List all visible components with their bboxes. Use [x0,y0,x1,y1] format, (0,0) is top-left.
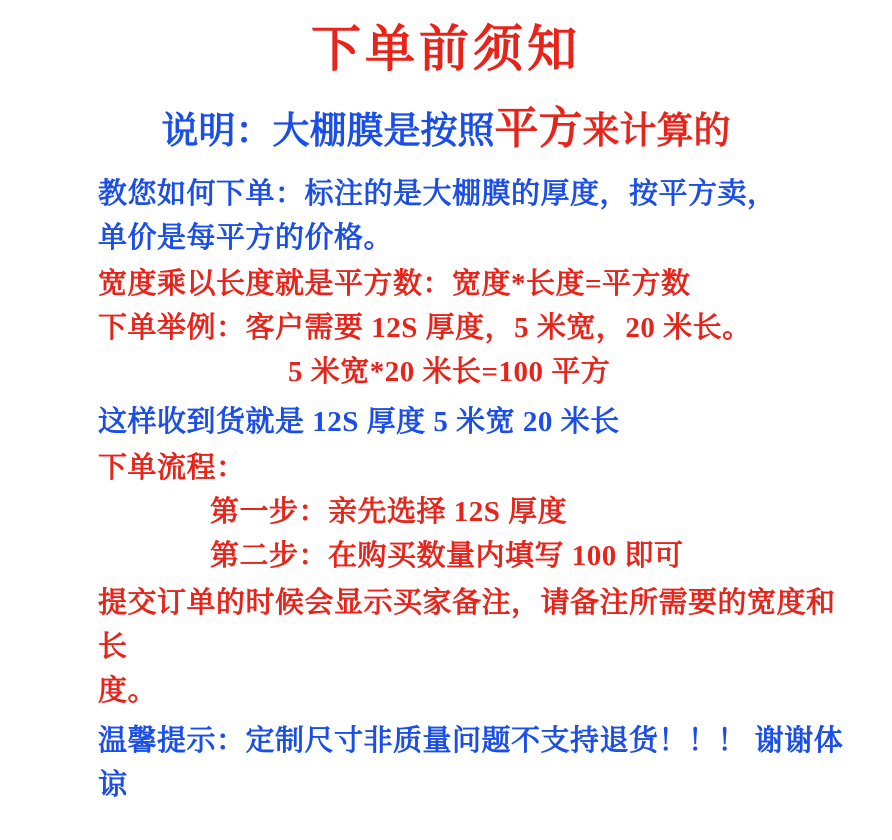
example-line: 下单举例：客户需要 12S 厚度，5 米宽，20 米长。 [98,312,752,345]
remark-note-line-1: 提交订单的时候会显示买家备注，请备注所需要的宽度和长 [98,586,836,663]
subtitle-part-two: 来计算的 [582,111,731,152]
page-title: 下单前须知 [311,21,581,77]
formula-line: 宽度乘以长度就是平方数：宽度*长度=平方数 [98,267,691,300]
remark-note-line-2: 度。 [98,674,158,707]
howto-line-1: 教您如何下单：标注的是大棚膜的厚度，按平方卖， [98,177,777,210]
process-step-1: 第一步：亲先选择 12S 厚度 [210,496,568,529]
subtitle-part-one: 说明：大棚膜是按照 [161,111,495,152]
howto-line-2: 单价是每平方的价格。 [98,221,394,254]
process-title-line: 下单流程： [98,452,246,485]
example-calculation-line: 5 米宽*20 米长=100 平方 [288,356,611,389]
warm-tip-line: 温馨提示：定制尺寸非质量问题不支持退货！！！ 谢谢体谅 [98,724,844,801]
process-step-2: 第二步：在购买数量内填写 100 即可 [210,540,684,573]
page-subtitle [0,103,892,156]
receive-line: 这样收到货就是 12S 厚度 5 米宽 20 米长 [98,406,620,439]
notice-body [0,172,892,807]
notice-page [0,22,892,840]
subtitle-highlight: 平方 [494,104,583,153]
